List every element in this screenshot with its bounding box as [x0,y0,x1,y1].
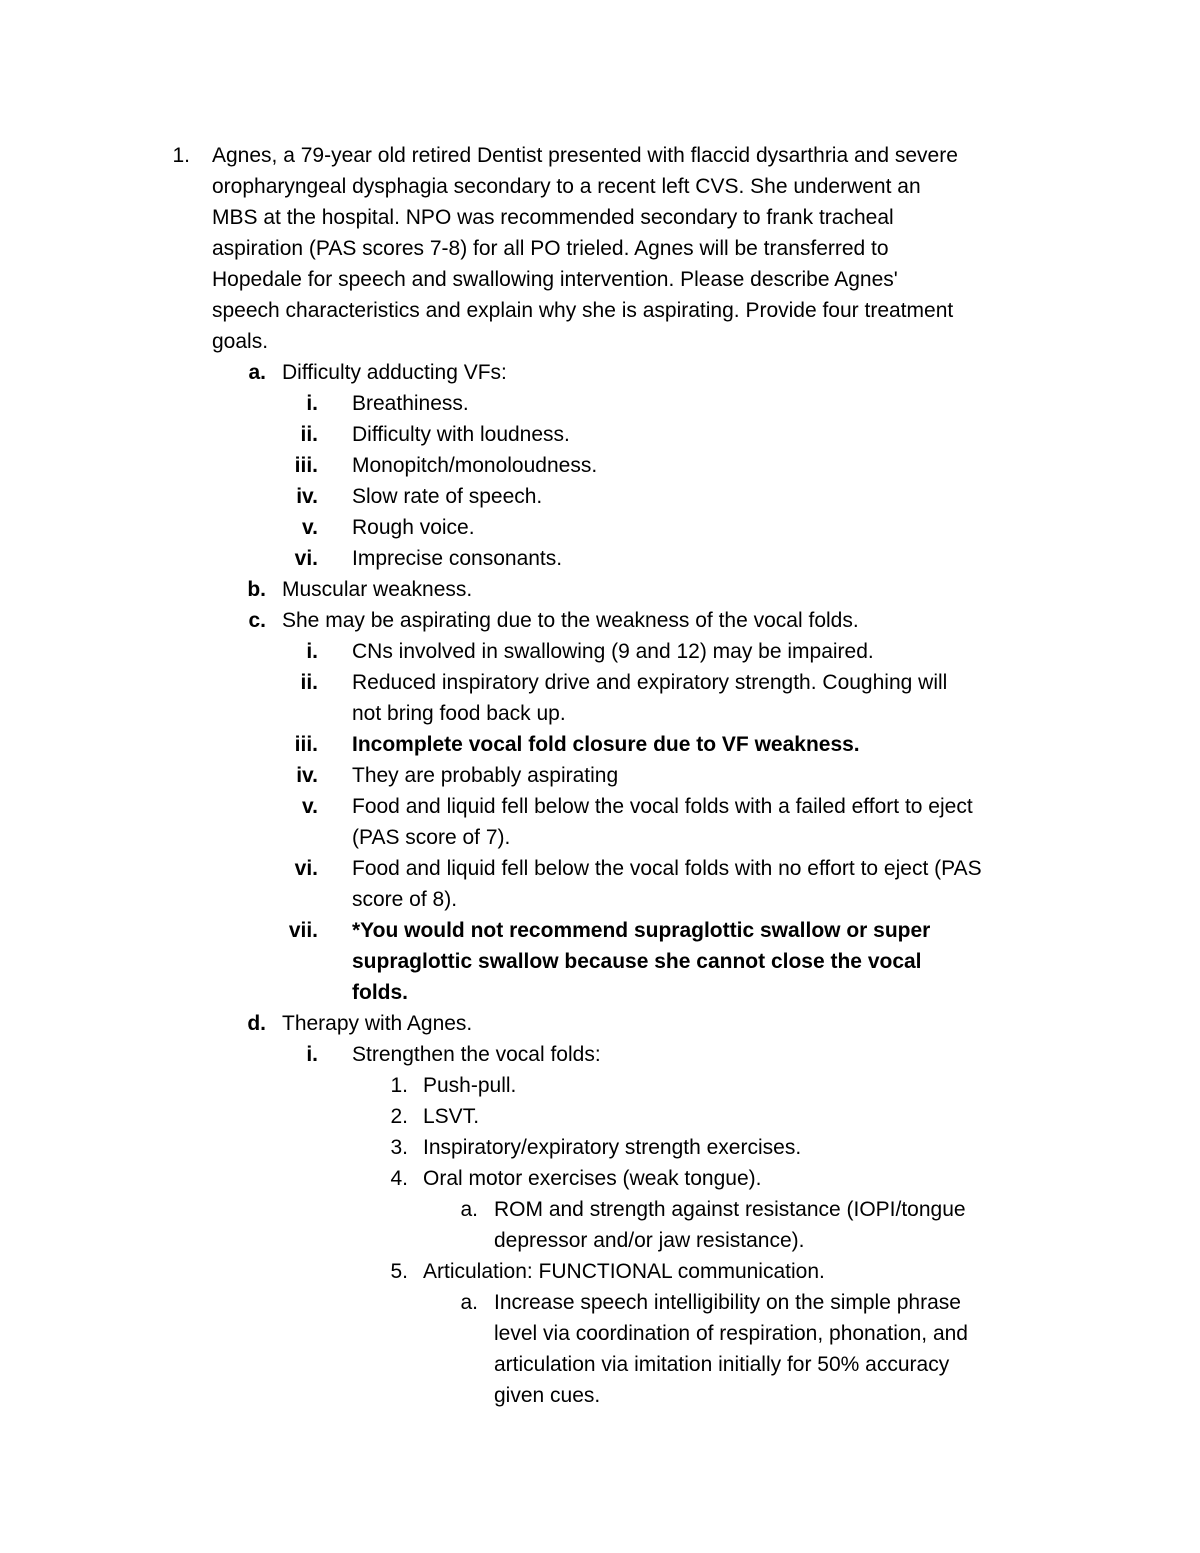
list-marker: vii. [288,919,318,942]
list-item-text: Muscular weakness. [282,578,473,601]
list-item-text: Monopitch/monoloudness. [352,454,598,477]
list-marker: a. [460,1291,478,1314]
question-text-line: Agnes, a 79-year old retired Dentist presented with flaccid dysarthria and severe [212,144,958,167]
list-marker: d. [247,1012,266,1035]
list-item-text-bold: folds. [352,981,408,1004]
list-marker: iv. [296,485,318,508]
list-item-text: given cues. [494,1384,601,1407]
list-marker: ii. [300,423,318,446]
list-marker: b. [247,578,266,601]
list-item-text-bold: supraglottic swallow because she cannot close the vocal [352,950,922,973]
list-item-text: score of 8). [352,888,458,911]
list-item-text: Rough voice. [352,516,475,539]
list-item-text: Articulation: FUNCTIONAL communication. [423,1260,825,1283]
list-item-text: Difficulty with loudness. [352,423,570,446]
question-number: 1. [172,144,190,167]
list-marker: v. [302,795,318,818]
list-item-text: depressor and/or jaw resistance). [494,1229,805,1252]
list-marker: a. [248,361,266,384]
question-text-line: MBS at the hospital. NPO was recommended secondary to frank tracheal [212,206,894,229]
list-item-text: articulation via imitation initially for 50% accuracy [494,1353,950,1376]
list-item-text: Breathiness. [352,392,469,415]
list-item-text: (PAS score of 7). [352,826,511,849]
list-item-text: Inspiratory/expiratory strength exercises. [423,1136,802,1159]
list-item-text: Food and liquid fell below the vocal folds with a failed effort to eject [352,795,973,818]
list-marker: iii. [294,733,318,756]
question-text-line: speech characteristics and explain why she is aspirating. Provide four treatment [212,299,954,322]
question-text-line: aspiration (PAS scores 7-8) for all PO trieled. Agnes will be transferred to [212,237,889,260]
list-marker: 1. [390,1074,408,1097]
list-item-text: Difficulty adducting VFs: [282,361,507,384]
list-marker: iv. [296,764,318,787]
list-marker: vi. [294,857,318,880]
list-item-text: They are probably aspirating [352,764,619,787]
list-item-text-bold: *You would not recommend supraglottic swallow or super [352,919,931,942]
list-item-text: not bring food back up. [352,702,566,725]
list-item-text: Slow rate of speech. [352,485,543,508]
list-marker: a. [460,1198,478,1221]
question-text-line: Hopedale for speech and swallowing intervention. Please describe Agnes' [212,268,898,291]
list-item-text-bold: Incomplete vocal fold closure due to VF weakness. [352,733,860,756]
list-item-text: Imprecise consonants. [352,547,563,570]
list-marker: i. [306,640,318,663]
list-item-text: LSVT. [423,1105,480,1128]
list-item-text: Increase speech intelligibility on the simple phrase [494,1291,961,1314]
list-item-text: Oral motor exercises (weak tongue). [423,1167,762,1190]
question-text-line: oropharyngeal dysphagia secondary to a recent left CVS. She underwent an [212,175,921,198]
list-item-text: Reduced inspiratory drive and expiratory strength. Coughing will [352,671,948,694]
question-text-line: goals. [212,330,269,353]
list-item-text: Push-pull. [423,1074,517,1097]
list-marker: v. [302,516,318,539]
list-item-text: Therapy with Agnes. [282,1012,473,1035]
list-marker: vi. [294,547,318,570]
list-item-text: Food and liquid fell below the vocal folds with no effort to eject (PAS [352,857,982,880]
list-item-text: ROM and strength against resistance (IOPI/tongue [494,1198,966,1221]
list-marker: 2. [390,1105,408,1128]
list-marker: iii. [294,454,318,477]
list-marker: i. [306,392,318,415]
list-marker: 4. [390,1167,408,1190]
list-marker: i. [306,1043,318,1066]
list-marker: 3. [390,1136,408,1159]
list-item-text: She may be aspirating due to the weakness of the vocal folds. [282,609,859,632]
list-marker: ii. [300,671,318,694]
list-item-text: CNs involved in swallowing (9 and 12) may be impaired. [352,640,874,663]
list-marker: c. [248,609,266,632]
list-item-text: level via coordination of respiration, phonation, and [494,1322,968,1345]
list-item-text: Strengthen the vocal folds: [352,1043,601,1066]
list-marker: 5. [390,1260,408,1283]
